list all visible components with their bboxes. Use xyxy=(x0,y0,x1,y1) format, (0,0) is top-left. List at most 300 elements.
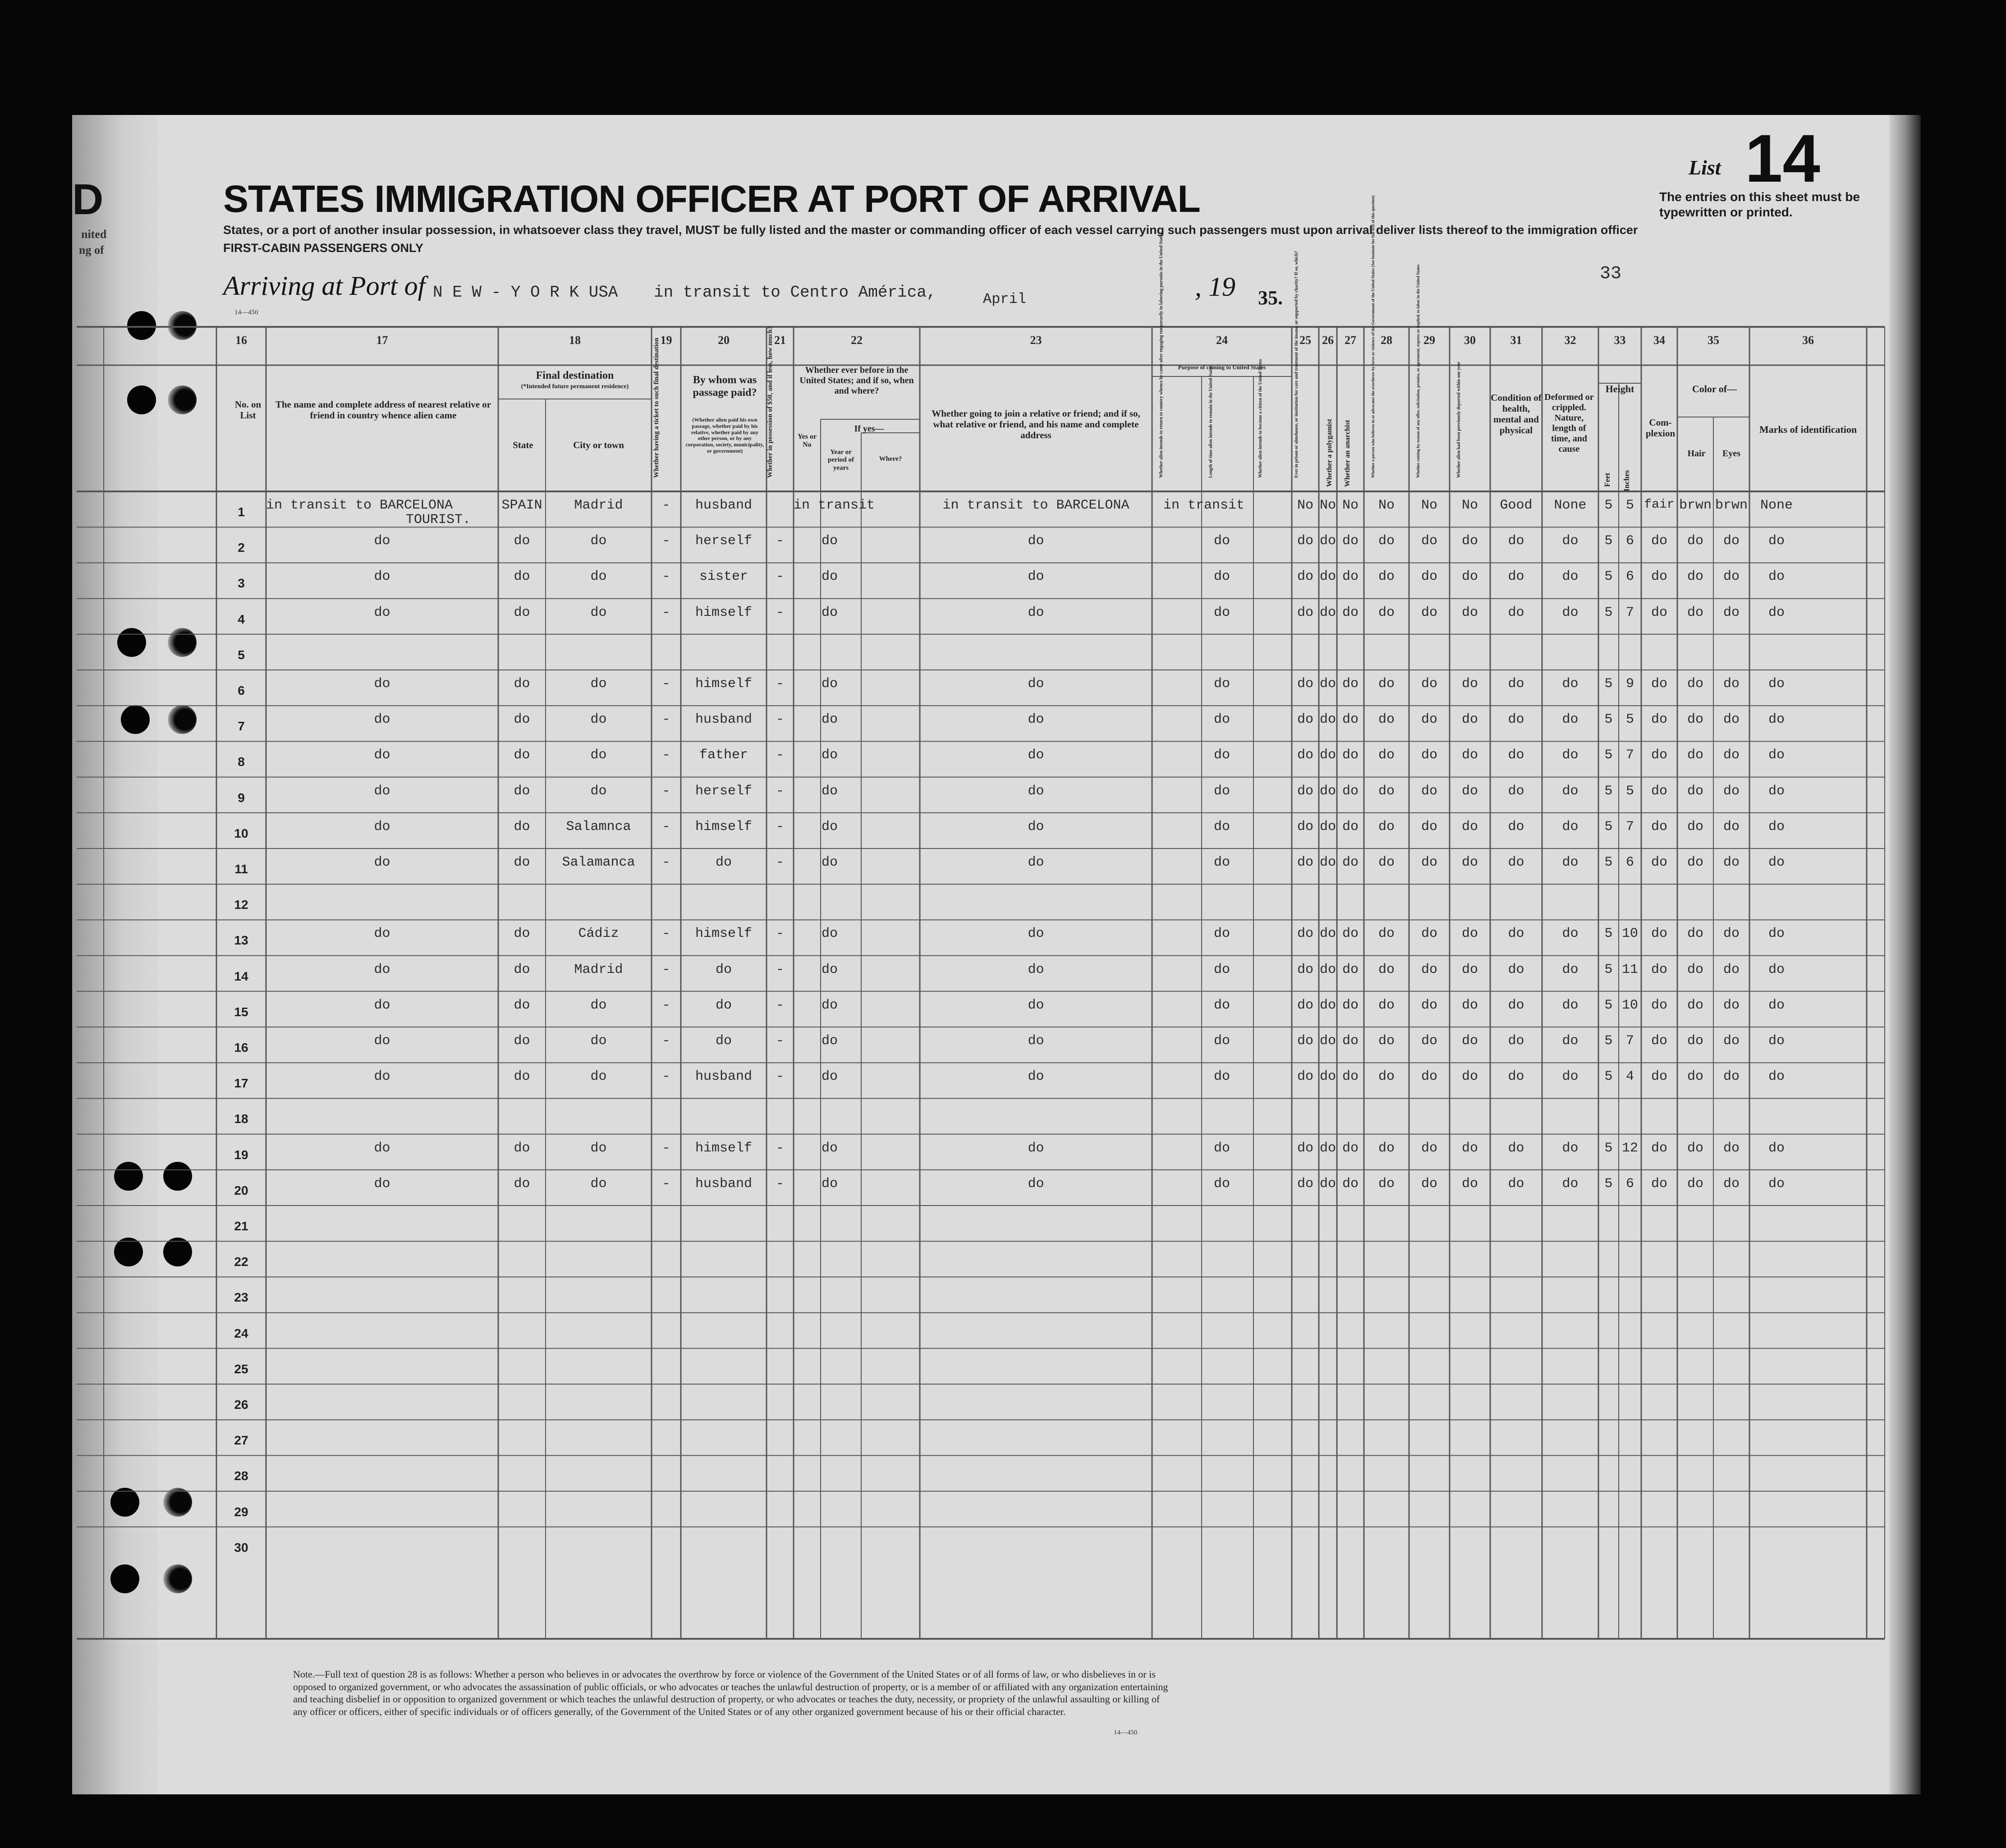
cell-before: do xyxy=(821,676,838,692)
cell-marks: do xyxy=(1768,962,1785,977)
cell-c30: do xyxy=(1461,1176,1478,1192)
transit-value: in transit to Centro América, xyxy=(654,283,936,302)
cell-c26: do xyxy=(1319,676,1336,692)
cell-ticket: - xyxy=(662,819,670,835)
cell-c28: do xyxy=(1378,962,1395,977)
cell-c29: do xyxy=(1421,1069,1437,1085)
cell-money: - xyxy=(776,676,784,692)
class-line: FIRST-CABIN PASSENGERS ONLY xyxy=(223,241,424,255)
cell-ticket: - xyxy=(662,1069,670,1085)
cell-paid: himself xyxy=(695,605,753,620)
cell-ticket: - xyxy=(662,533,670,549)
cell-paid: husband xyxy=(695,1069,753,1085)
header-col22-where: Where? xyxy=(879,455,902,463)
cell-before: do xyxy=(821,712,838,728)
arriving-label: Arriving at Port of xyxy=(223,271,426,301)
cell-ticket: - xyxy=(662,855,670,870)
header-col24-c: Whether alien intends to become a citizen of the United States xyxy=(1258,359,1263,478)
cell-money: - xyxy=(776,855,784,870)
cell-join: do xyxy=(1028,1033,1044,1049)
cell-money: - xyxy=(776,605,784,620)
month-value: April xyxy=(983,291,1027,307)
cell-hair: do xyxy=(1687,855,1703,870)
cell-c29: do xyxy=(1421,855,1437,870)
row-number: 22 xyxy=(234,1255,248,1269)
cell-state: do xyxy=(514,1176,530,1192)
cell-eyes: brwn xyxy=(1715,498,1748,513)
cell-state: do xyxy=(514,783,530,799)
cell-state: SPAIN xyxy=(501,498,542,513)
cell-before: do xyxy=(821,1140,838,1156)
cell-join: do xyxy=(1028,1176,1044,1192)
cell-paid: sister xyxy=(699,569,748,585)
cell-marks: do xyxy=(1768,1069,1785,1085)
cell-c26: do xyxy=(1319,1140,1336,1156)
cell-relative: do xyxy=(374,926,390,942)
cut-header-fragment: D xyxy=(72,175,104,224)
year-label: , 19 xyxy=(1195,272,1235,302)
column-number: 29 xyxy=(1423,334,1435,347)
cell-hair: do xyxy=(1687,712,1703,728)
column-number: 21 xyxy=(774,334,786,347)
cell-complexion: do xyxy=(1651,747,1667,763)
cell-city: do xyxy=(590,605,607,620)
cell-c25: do xyxy=(1297,1176,1313,1192)
column-number: 27 xyxy=(1345,334,1356,347)
cell-c29: do xyxy=(1421,1140,1437,1156)
cell-hair: do xyxy=(1687,533,1703,549)
cell-hair: do xyxy=(1687,569,1703,585)
cell-inches: 4 xyxy=(1625,1069,1634,1085)
cell-c25: do xyxy=(1297,533,1313,549)
cell-paid: husband xyxy=(695,712,753,728)
cell-marks: None xyxy=(1760,498,1793,513)
cell-ticket: - xyxy=(662,926,670,942)
cell-before: do xyxy=(821,855,838,870)
cell-hair: do xyxy=(1687,926,1703,942)
cell-c28: do xyxy=(1378,997,1395,1013)
column-number: 19 xyxy=(660,334,672,347)
cell-health: do xyxy=(1508,747,1524,763)
header-col22-year: Year or period of years xyxy=(828,449,854,472)
cell-c30: do xyxy=(1461,712,1478,728)
header-col35: Color of— xyxy=(1692,383,1737,394)
cell-join: do xyxy=(1028,533,1044,549)
cell-eyes: do xyxy=(1723,569,1740,585)
cell-join: do xyxy=(1028,747,1044,763)
cell-state: do xyxy=(514,569,530,585)
cell-city: do xyxy=(590,676,607,692)
cell-city: do xyxy=(590,1033,607,1049)
cell-marks: do xyxy=(1768,747,1785,763)
cell-health: do xyxy=(1508,819,1524,835)
cell-feet: 5 xyxy=(1604,926,1613,942)
cell-complexion: do xyxy=(1651,997,1667,1013)
cell-relative: do xyxy=(374,783,390,799)
cell-money: - xyxy=(776,1069,784,1085)
header-col20-note: (Whether alien paid his own passage, whether paid by his relative, whether paid by any other person, or by any corporation, society, municipality, or government) xyxy=(685,417,764,454)
cell-health: do xyxy=(1508,1069,1524,1085)
cell-relative: in transit to BARCELONA xyxy=(266,498,453,513)
cell-join: in transit to BARCELONA xyxy=(942,498,1129,513)
cell-before: do xyxy=(821,997,838,1013)
cell-c28: do xyxy=(1378,1140,1395,1156)
cell-c25: do xyxy=(1297,676,1313,692)
header-col29: Whether coming by reason of any offer, solicitation, promise, or agreement, express or implied, to labor in the United States xyxy=(1416,264,1420,478)
cell-c30: do xyxy=(1461,783,1478,799)
cell-deformed: do xyxy=(1562,676,1579,692)
cut-fragment: ng of xyxy=(79,243,104,257)
cell-state: do xyxy=(514,676,530,692)
cell-eyes: do xyxy=(1723,855,1740,870)
row-number: 5 xyxy=(238,647,245,662)
cell-money: - xyxy=(776,926,784,942)
cell-paid: himself xyxy=(695,1140,753,1156)
cell-health: do xyxy=(1508,533,1524,549)
cell-deformed: do xyxy=(1562,1069,1579,1085)
header-col35-eyes: Eyes xyxy=(1722,449,1740,459)
stamp-33: 33 xyxy=(1600,264,1622,284)
cell-deformed: do xyxy=(1562,855,1579,870)
cell-purpose: do xyxy=(1213,1140,1230,1156)
cell-eyes: do xyxy=(1723,819,1740,835)
cell-hair: do xyxy=(1687,605,1703,620)
cell-c30: do xyxy=(1461,676,1478,692)
cell-health: do xyxy=(1508,605,1524,620)
header-col24: Purpose of coming to United States xyxy=(1178,364,1266,371)
cell-c27: do xyxy=(1342,1033,1359,1049)
cell-before: do xyxy=(821,926,838,942)
header-col28 xyxy=(1371,370,1375,478)
row-number: 21 xyxy=(234,1219,248,1233)
cell-c25: No xyxy=(1297,498,1313,513)
cell-eyes: do xyxy=(1723,997,1740,1013)
cell-c26: do xyxy=(1319,1069,1336,1085)
cell-health: do xyxy=(1508,855,1524,870)
header-col24-a xyxy=(1159,379,1164,478)
cell-purpose: do xyxy=(1213,819,1230,835)
cell-ticket: - xyxy=(662,605,670,620)
cell-purpose: do xyxy=(1213,747,1230,763)
cell-relative: do xyxy=(374,569,390,585)
cell-paid: himself xyxy=(695,676,753,692)
cell-relative: do xyxy=(374,1176,390,1192)
cell-c27: do xyxy=(1342,962,1359,977)
cell-before: do xyxy=(821,783,838,799)
cell-c30: do xyxy=(1461,747,1478,763)
cell-c25: do xyxy=(1297,783,1313,799)
header-col22-ifyes: If yes— xyxy=(854,424,884,434)
cell-c29: do xyxy=(1421,605,1437,620)
cell-money: - xyxy=(776,747,784,763)
cell-purpose: do xyxy=(1213,569,1230,585)
cell-inches: 7 xyxy=(1625,605,1634,620)
cell-c27: do xyxy=(1342,533,1359,549)
column-number: 36 xyxy=(1802,334,1814,347)
cell-purpose: do xyxy=(1213,605,1230,620)
cell-inches: 6 xyxy=(1625,1176,1634,1192)
cell-c26: do xyxy=(1319,747,1336,763)
cell-c29: do xyxy=(1421,747,1437,763)
column-number: 17 xyxy=(376,334,388,347)
cell-feet: 5 xyxy=(1604,605,1613,620)
cell-c27: do xyxy=(1342,819,1359,835)
cell-inches: 7 xyxy=(1625,747,1634,763)
cell-join: do xyxy=(1028,997,1044,1013)
cell-c29: do xyxy=(1421,569,1437,585)
cell-purpose: do xyxy=(1213,926,1230,942)
cell-complexion: do xyxy=(1651,1176,1667,1192)
cell-c28: do xyxy=(1378,676,1395,692)
cell-paid: do xyxy=(715,997,732,1013)
cell-c26: do xyxy=(1319,712,1336,728)
cell-marks: do xyxy=(1768,712,1785,728)
column-number: 24 xyxy=(1216,334,1228,347)
cell-c27: do xyxy=(1342,997,1359,1013)
cell-complexion: do xyxy=(1651,533,1667,549)
cell-c26: do xyxy=(1319,1033,1336,1049)
cell-purpose: do xyxy=(1213,533,1230,549)
cell-city: do xyxy=(590,1176,607,1192)
cell-c30: do xyxy=(1461,1140,1478,1156)
cell-marks: do xyxy=(1768,533,1785,549)
cell-deformed: do xyxy=(1562,819,1579,835)
cell-before: do xyxy=(821,605,838,620)
cell-c26: do xyxy=(1319,783,1336,799)
column-number: 30 xyxy=(1464,334,1476,347)
cell-city: do xyxy=(590,747,607,763)
cell-ticket: - xyxy=(662,676,670,692)
cell-purpose: do xyxy=(1213,1033,1230,1049)
cell-c30: do xyxy=(1461,819,1478,835)
cell-deformed: do xyxy=(1562,1176,1579,1192)
cell-complexion: do xyxy=(1651,569,1667,585)
cell-c28: No xyxy=(1378,498,1395,513)
cell-c26: do xyxy=(1319,569,1336,585)
row-number: 1 xyxy=(238,505,245,519)
cell-c30: do xyxy=(1461,926,1478,942)
row-number: 20 xyxy=(234,1183,248,1197)
cell-eyes: do xyxy=(1723,1069,1740,1085)
header-col25 xyxy=(1294,374,1299,478)
cell-inches: 6 xyxy=(1625,533,1634,549)
cell-purpose: in transit xyxy=(1163,498,1245,513)
cell-health: do xyxy=(1508,712,1524,728)
row-number: 25 xyxy=(234,1362,248,1376)
header-col21: Whether in possession of $50, and if less, how much? xyxy=(767,326,774,478)
cell-inches: 12 xyxy=(1621,1140,1638,1156)
cell-hair: do xyxy=(1687,819,1703,835)
cell-complexion: fair xyxy=(1644,498,1675,512)
cell-money: - xyxy=(776,819,784,835)
cell-c27: do xyxy=(1342,747,1359,763)
cell-purpose: do xyxy=(1213,1176,1230,1192)
cell-inches: 5 xyxy=(1625,783,1634,799)
header-col18-state: State xyxy=(513,440,533,450)
instruction-line: States, or a port of another insular possession, in whatsoever class they travel, MUST be fully listed and the master or commanding officer of each vessel carrying such passengers must upon arrival deliver lists thereof to the immigration officer xyxy=(223,223,1638,237)
cell-paid: himself xyxy=(695,926,753,942)
cell-ticket: - xyxy=(662,1176,670,1192)
cell-city: do xyxy=(590,569,607,585)
cell-state: do xyxy=(514,819,530,835)
cell-before: do xyxy=(821,747,838,763)
cell-money: - xyxy=(776,569,784,585)
cell-c26: do xyxy=(1319,855,1336,870)
cell-eyes: do xyxy=(1723,533,1740,549)
cell-feet: 5 xyxy=(1604,533,1613,549)
cell-money: - xyxy=(776,1033,784,1049)
cell-before: do xyxy=(821,1176,838,1192)
cell-c26: do xyxy=(1319,605,1336,620)
cell-before: do xyxy=(821,962,838,977)
cell-state: do xyxy=(514,1140,530,1156)
cell-c30: do xyxy=(1461,1033,1478,1049)
cell-purpose: do xyxy=(1213,997,1230,1013)
cell-eyes: do xyxy=(1723,747,1740,763)
cell-deformed: None xyxy=(1554,498,1587,513)
cell-relative: do xyxy=(374,605,390,620)
cell-join: do xyxy=(1028,676,1044,692)
cell-c30: do xyxy=(1461,533,1478,549)
cell-relative: do xyxy=(374,1069,390,1085)
cell-c29: No xyxy=(1421,498,1437,513)
row-number: 16 xyxy=(234,1041,248,1055)
cell-c26: do xyxy=(1319,926,1336,942)
form-code: 14—450 xyxy=(234,309,258,316)
cell-marks: do xyxy=(1768,783,1785,799)
row-number: 9 xyxy=(238,790,245,805)
cell-c29: do xyxy=(1421,1033,1437,1049)
cell-c26: do xyxy=(1319,819,1336,835)
list-number: 14 xyxy=(1745,120,1820,196)
cell-feet: 5 xyxy=(1604,962,1613,977)
cell-relative: do xyxy=(374,962,390,977)
cell-c25: do xyxy=(1297,712,1313,728)
row-number: 19 xyxy=(234,1147,248,1162)
cell-health: do xyxy=(1508,926,1524,942)
cell-hair: do xyxy=(1687,1140,1703,1156)
column-number: 34 xyxy=(1653,334,1665,347)
cell-c26: do xyxy=(1319,962,1336,977)
column-number: 25 xyxy=(1299,334,1311,347)
cell-city: do xyxy=(590,712,607,728)
row-number: 4 xyxy=(238,612,245,626)
cell-c26: do xyxy=(1319,997,1336,1013)
cell-c27: do xyxy=(1342,676,1359,692)
cell-health: do xyxy=(1508,997,1524,1013)
cell-paid: do xyxy=(715,1033,732,1049)
cell-eyes: do xyxy=(1723,712,1740,728)
list-note: The entries on this sheet must be typewritten or printed. xyxy=(1659,190,1860,219)
cell-feet: 5 xyxy=(1604,997,1613,1013)
cell-inches: 11 xyxy=(1621,962,1638,977)
cell-hair: do xyxy=(1687,997,1703,1013)
cell-purpose: do xyxy=(1213,712,1230,728)
cell-state: do xyxy=(514,533,530,549)
header-col22: Whether ever before in the United States; and if so, when and where? xyxy=(799,365,914,396)
cell-c29: do xyxy=(1421,926,1437,942)
column-number: 28 xyxy=(1381,334,1392,347)
row-number: 2 xyxy=(238,541,245,555)
cell-paid: husband xyxy=(695,498,753,513)
header-col24-b: Length of time alien intends to remain in the United States xyxy=(1208,365,1213,478)
cell-hair: do xyxy=(1687,1069,1703,1085)
form-title: STATES IMMIGRATION OFFICER AT PORT OF ARRIVAL xyxy=(223,178,1200,220)
footer-form-code: 14—450 xyxy=(1114,1729,1138,1736)
cell-c27: do xyxy=(1342,1176,1359,1192)
cell-hair: do xyxy=(1687,962,1703,977)
cell-c27: No xyxy=(1342,498,1359,513)
cell-city: Salamanca xyxy=(562,855,635,870)
column-number: 22 xyxy=(851,334,863,347)
cell-hair: do xyxy=(1687,747,1703,763)
header-col23: Whether going to join a relative or friend; and if so, what relative or friend, and his name and complete address xyxy=(932,408,1140,441)
cell-join: do xyxy=(1028,926,1044,942)
cell-relative: do xyxy=(374,819,390,835)
row-number: 12 xyxy=(234,898,248,912)
cell-join: do xyxy=(1028,1069,1044,1085)
cell-feet: 5 xyxy=(1604,676,1613,692)
cell-eyes: do xyxy=(1723,676,1740,692)
cell-city: Salamnca xyxy=(566,819,631,835)
cell-c29: do xyxy=(1421,676,1437,692)
cell-relative: do xyxy=(374,533,390,549)
cell-complexion: do xyxy=(1651,676,1667,692)
cell-money: - xyxy=(776,1140,784,1156)
cell-c30: do xyxy=(1461,605,1478,620)
cell-complexion: do xyxy=(1651,1033,1667,1049)
cell-eyes: do xyxy=(1723,1140,1740,1156)
cell-marks: do xyxy=(1768,605,1785,620)
header-col26: Whether a polygamist xyxy=(1326,419,1333,487)
cell-before: do xyxy=(821,1033,838,1049)
cell-ticket: - xyxy=(662,747,670,763)
cell-c25: do xyxy=(1297,819,1313,835)
cell-c25: do xyxy=(1297,569,1313,585)
cell-c28: do xyxy=(1378,1033,1395,1049)
cell-feet: 5 xyxy=(1604,1176,1613,1192)
cell-c26: do xyxy=(1319,533,1336,549)
cell-before: do xyxy=(821,1069,838,1085)
cell-c28: do xyxy=(1378,1176,1395,1192)
cell-c28: do xyxy=(1378,605,1395,620)
cell-c25: do xyxy=(1297,1069,1313,1085)
cell-deformed: do xyxy=(1562,533,1579,549)
cell-c27: do xyxy=(1342,605,1359,620)
row-number: 17 xyxy=(234,1076,248,1091)
column-number: 16 xyxy=(235,334,247,347)
row-number: 23 xyxy=(234,1290,248,1305)
cell-deformed: do xyxy=(1562,997,1579,1013)
cell-feet: 5 xyxy=(1604,1140,1613,1156)
column-number: 23 xyxy=(1030,334,1042,347)
cell-c27: do xyxy=(1342,1069,1359,1085)
cell-relative: do xyxy=(374,855,390,870)
row-number: 6 xyxy=(238,683,245,697)
cell-marks: do xyxy=(1768,1033,1785,1049)
list-label: List xyxy=(1689,156,1721,179)
cell-c30: do xyxy=(1461,1069,1478,1085)
cell-c25: do xyxy=(1297,855,1313,870)
cell-ticket: - xyxy=(662,1140,670,1156)
column-number: 20 xyxy=(718,334,730,347)
cell-complexion: do xyxy=(1651,926,1667,942)
cell-hair: do xyxy=(1687,1033,1703,1049)
row-number: 11 xyxy=(234,862,248,876)
cell-health: Good xyxy=(1500,498,1533,513)
cell-join: do xyxy=(1028,605,1044,620)
row-number: 3 xyxy=(238,576,245,591)
